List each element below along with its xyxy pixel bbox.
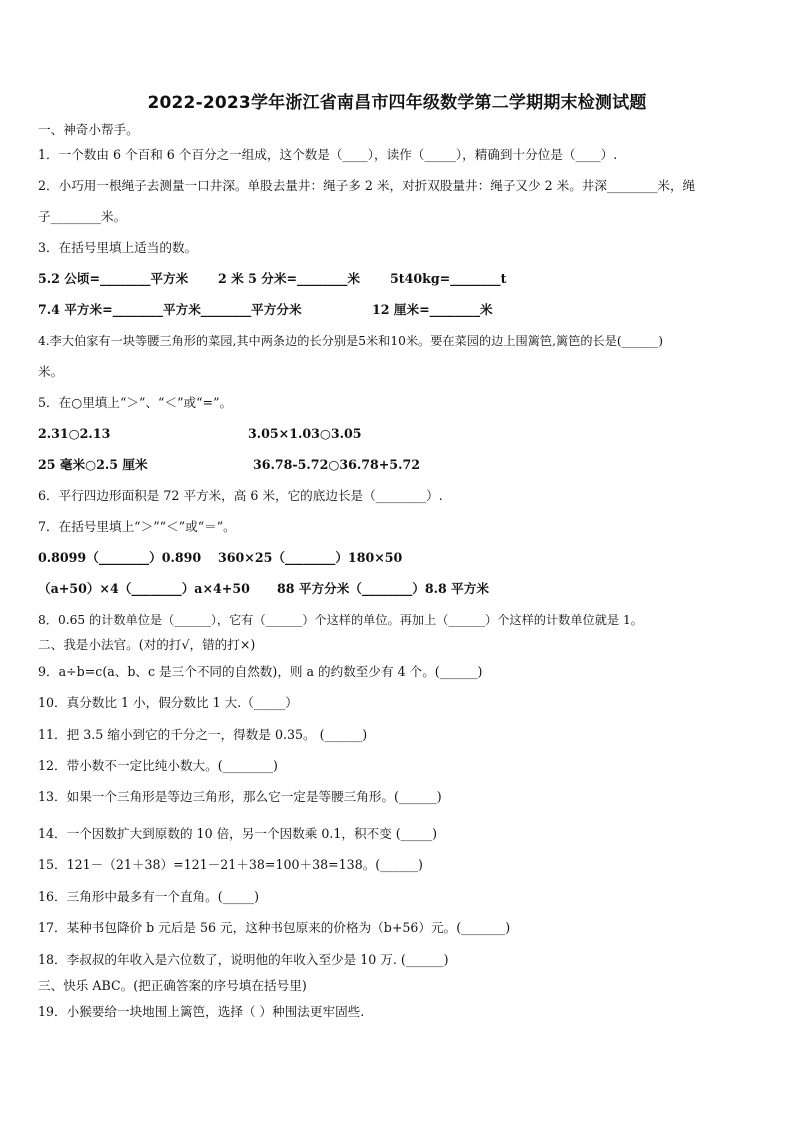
- question-3-stem: 3．在括号里填上适当的数。: [38, 240, 198, 255]
- question-14: 14．一个因数扩大到原数的 10 倍，另一个因数乘 0.1，积不变 (_____): [38, 826, 438, 841]
- question-18: 18．李叔叔的年收入是六位数了，说明他的年收入至少是 10 万. (______): [38, 952, 449, 967]
- question-8: 8．0.65 的计数单位是（______），它有（______）个这样的单位。再加上（______）个这样的计数单位就是 1。: [38, 613, 643, 627]
- question-2-line-2: 子________米。: [38, 209, 127, 224]
- question-6: 6．平行四边形面积是 72 平方米，高 6 米，它的底边长是（________）.: [38, 488, 443, 503]
- question-9: 9．a÷b=c(a、b、c 是三个不同的自然数)，则 a 的约数至少有 4 个。(______): [38, 664, 483, 679]
- question-13: 13．如果一个三角形是等边三角形，那么它一定是等腰三角形。(______): [38, 789, 442, 804]
- question-19: 19．小猴要给一块地围上篱笆，选择（ ）种围法更牢固些.: [38, 1004, 365, 1019]
- question-7-item-4: 88 平方分米（________）8.8 平方米: [277, 581, 489, 596]
- question-7-item-1: 0.8099（________）0.890: [38, 550, 202, 565]
- question-5-item-1: 2.31○2.13: [38, 426, 111, 441]
- section-2-heading: 二、我是小法官。(对的打√，错的打×): [38, 637, 256, 652]
- question-4-line-2: 米。: [38, 364, 64, 379]
- question-5-item-3: 25 毫米○2.5 厘米: [38, 457, 148, 472]
- question-3-item-3: 5t40kg=________t: [390, 271, 507, 286]
- question-7-item-3: （a+50）×4（________）a×4+50: [38, 581, 250, 596]
- question-5-item-4: 36.78-5.72○36.78+5.72: [253, 457, 420, 472]
- question-4-line-1: 4.李大伯家有一块等腰三角形的菜园,其中两条边的长分别是5米和10米。要在菜园的边上围篱笆,篱笆的长是(______): [38, 334, 663, 348]
- question-7-stem: 7．在括号里填上“＞”“＜”或“＝”。: [38, 519, 236, 534]
- section-1-heading: 一、神奇小帮手。: [38, 122, 139, 137]
- question-15: 15．121－（21＋38）=121－21＋38=100＋38=138。(______): [38, 857, 423, 872]
- page-title: 2022-2023学年浙江省南昌市四年级数学第二学期期末检测试题: [147, 93, 647, 113]
- question-11: 11．把 3.5 缩小到它的千分之一，得数是 0.35。 (______): [38, 727, 368, 742]
- question-10: 10．真分数比 1 小，假分数比 1 大.（_____）: [38, 695, 298, 710]
- question-5-stem: 5．在○里填上“＞”、“＜”或“=”。: [38, 395, 233, 410]
- question-3-item-5: 12 厘米=________米: [372, 302, 493, 317]
- question-16: 16．三角形中最多有一个直角。(_____): [38, 889, 260, 904]
- question-3-item-1: 5.2 公顷=________平方米: [38, 271, 189, 286]
- question-3-item-2: 2 米 5 分米=________米: [218, 271, 360, 286]
- question-17: 17．某种书包降价 b 元后是 56 元，这种书包原来的价格为（b+56）元。(_______): [38, 920, 511, 935]
- question-7-item-2: 360×25（________）180×50: [218, 550, 403, 565]
- question-12: 12．带小数不一定比纯小数大。(________): [38, 758, 278, 773]
- question-1: 1．一个数由 6 个百和 6 个百分之一组成，这个数是（____），读作（_____），精确到十分位是（____）.: [38, 147, 618, 162]
- question-2-line-1: 2．小巧用一根绳子去测量一口井深。单股去量井：绳子多 2 米，对折双股量井：绳子又少 2 米。井深________米，绳: [38, 178, 696, 193]
- question-3-item-4: 7.4 平方米=________平方米________平方分米: [38, 302, 302, 317]
- question-5-item-2: 3.05×1.03○3.05: [248, 426, 362, 441]
- section-3-heading: 三、快乐 ABC。(把正确答案的序号填在括号里): [38, 978, 307, 993]
